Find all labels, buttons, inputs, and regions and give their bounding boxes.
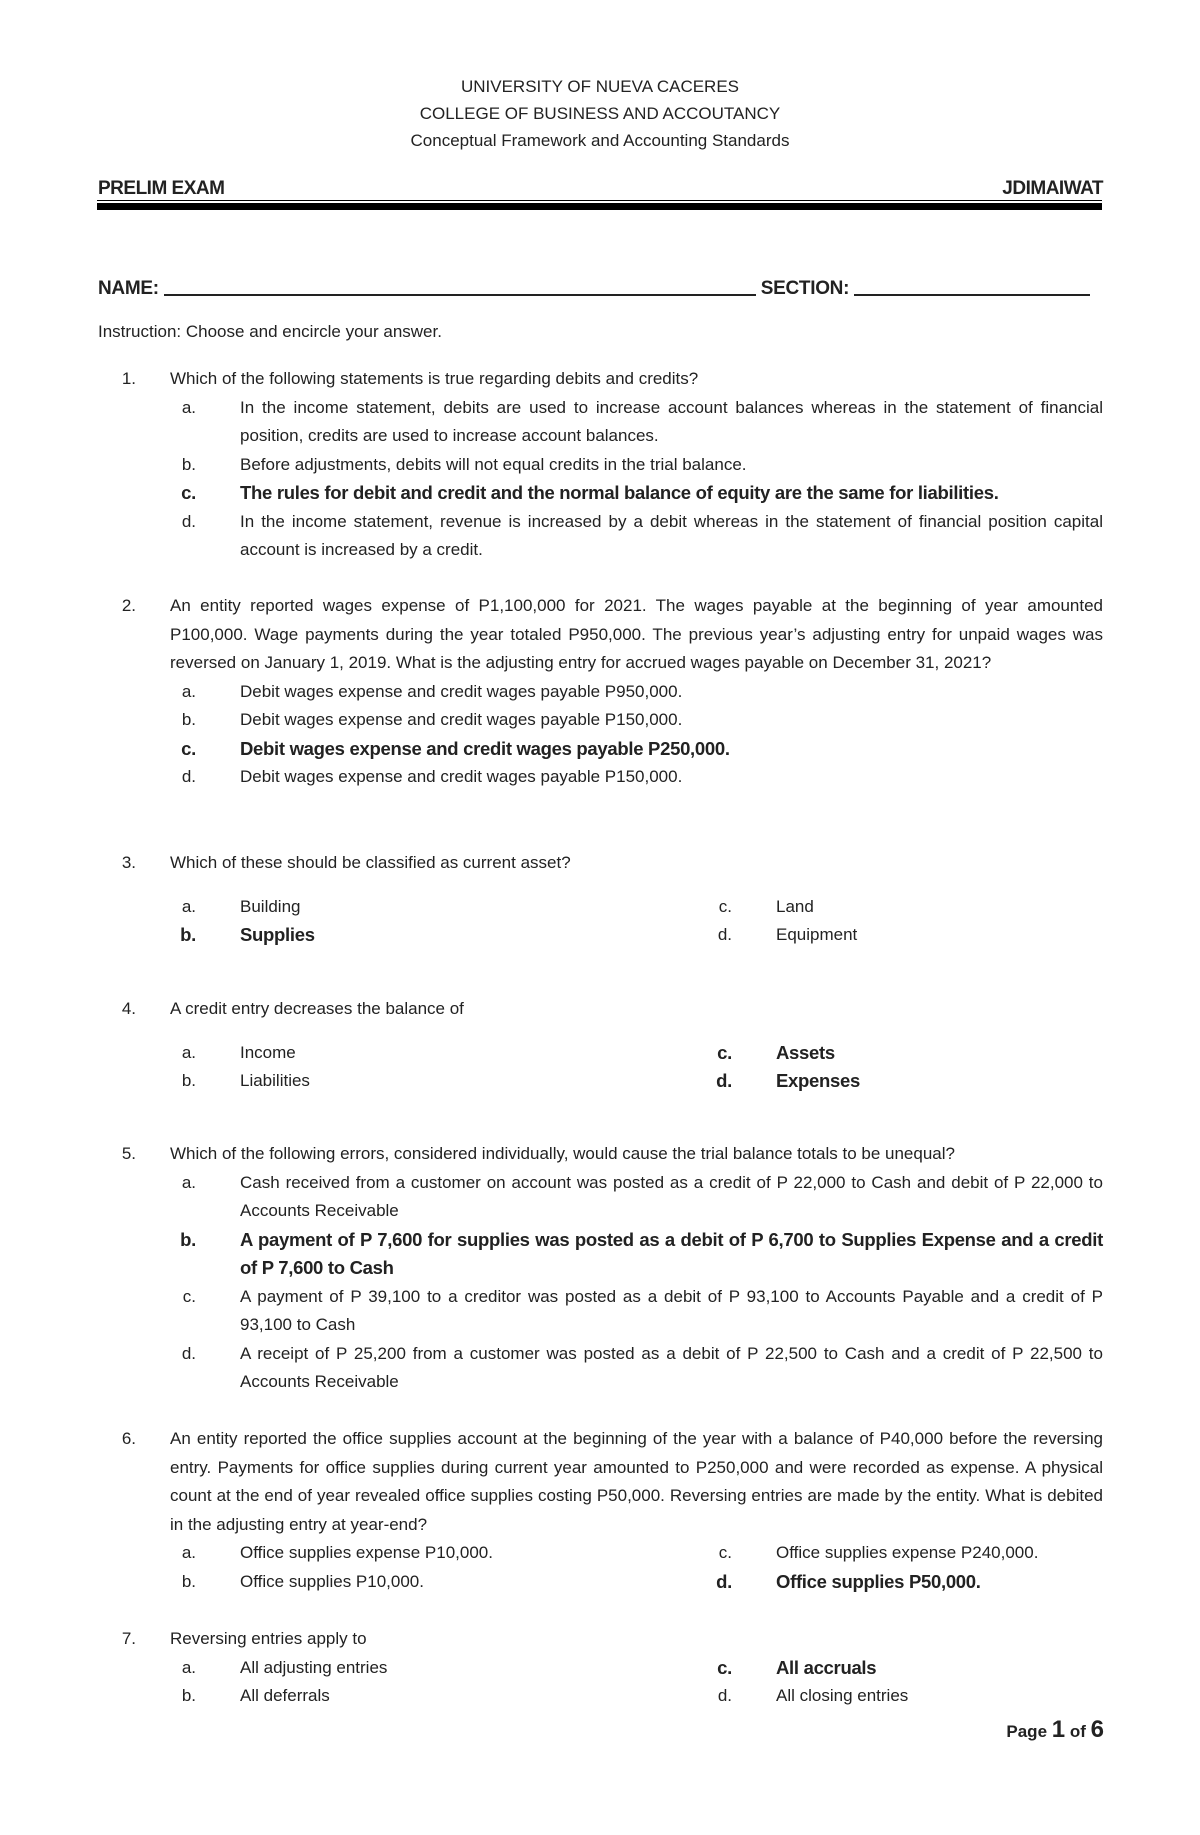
question-number: 2. bbox=[121, 596, 136, 615]
question-stem: An entity reported wages expense of P1,100,000 for 2021. The wages payable at the beginning of year amounted P100,000. Wage payments during the year totaled P950,000. The previous year’s adjusting entry for unpaid wages was reversed on January 1, 2019. What is the adjusting entry for accrued wages payable on December 31, 2021? bbox=[170, 596, 1103, 672]
section-blank[interactable] bbox=[854, 276, 1090, 296]
option-b[interactable]: b. Liabilities bbox=[181, 1071, 310, 1090]
college-name: COLLEGE OF BUSINESS AND ACCOUTANCY bbox=[419, 104, 781, 123]
question-4 bbox=[98, 995, 1103, 1096]
page-number: 1 bbox=[1051, 1716, 1066, 1743]
name-section-line bbox=[98, 276, 1090, 300]
option-a[interactable]: a. Building bbox=[181, 896, 301, 916]
question-6 bbox=[98, 1425, 1103, 1596]
page-footer bbox=[1006, 1716, 1104, 1744]
option-b[interactable]: b. Before adjustments, debits will not equal credits in the trial balance. bbox=[181, 454, 747, 474]
question-number: 3. bbox=[121, 853, 136, 872]
option-a[interactable]: a. Cash received from a customer on account was posted as a credit of P 22,000 to Cash and debit of P 22,000 to Accounts Receivable bbox=[181, 1172, 1103, 1220]
option-b[interactable]: b. Debit wages expense and credit wages payable P150,000. bbox=[181, 710, 683, 729]
question-stem: A credit entry decreases the balance of bbox=[170, 999, 464, 1018]
name-blank[interactable] bbox=[164, 276, 756, 296]
course-title: Conceptual Framework and Accounting Standards bbox=[410, 131, 790, 150]
option-c[interactable]: c. Land bbox=[718, 896, 814, 916]
option-a[interactable]: a. All adjusting entries bbox=[181, 1657, 388, 1677]
exam-title: PRELIM EXAM bbox=[98, 178, 225, 199]
option-c[interactable]: c. Office supplies expense P240,000. bbox=[718, 1543, 1039, 1562]
option-c-answer[interactable]: c. The rules for debit and credit and the normal balance of equity are the same for liabilities. bbox=[181, 482, 999, 503]
option-d[interactable]: d. Debit wages expense and credit wages payable P150,000. bbox=[181, 767, 683, 786]
question-7 bbox=[98, 1625, 1103, 1711]
option-a[interactable]: a. In the income statement, debits are used to increase account balances whereas in the statement of financial position, credits are used to increase account balances. bbox=[181, 397, 1103, 445]
option-d[interactable]: d. All closing entries bbox=[717, 1686, 909, 1705]
name-label: NAME: bbox=[98, 278, 159, 299]
university-name: UNIVERSITY OF NUEVA CACERES bbox=[460, 77, 740, 96]
option-b-answer[interactable]: b. A payment of P 7,600 for supplies was posted as a debit of P 6,700 to Supplies Expense and a credit of P 7,600 to Cash bbox=[180, 1228, 1103, 1278]
option-c-answer[interactable]: c. Debit wages expense and credit wages payable P250,000. bbox=[181, 737, 730, 759]
option-b-answer[interactable]: b. Supplies bbox=[180, 924, 315, 945]
page-total: 6 bbox=[1090, 1716, 1104, 1743]
option-b[interactable]: b. Office supplies P10,000. bbox=[181, 1571, 424, 1591]
question-number: 4. bbox=[121, 999, 136, 1018]
question-stem: An entity reported the office supplies account at the beginning of the year with a balance of P40,000 before the reversing entry. Payments for office supplies during current year amounted to P250,000 and were recorded as expense. A physical count at the end of year revealed office supplies costing P50,000. Reversing entries are made by the entity. What is debited in the adjusting entry at year-end? bbox=[170, 1429, 1103, 1534]
option-c-answer[interactable]: c. Assets bbox=[717, 1041, 835, 1063]
header-divider bbox=[97, 203, 1102, 210]
section-label: SECTION: bbox=[760, 278, 850, 299]
question-number: 7. bbox=[121, 1629, 136, 1648]
option-d-answer[interactable]: d. Expenses bbox=[716, 1070, 860, 1091]
option-b[interactable]: b. All deferrals bbox=[181, 1686, 330, 1705]
question-1 bbox=[98, 365, 1103, 565]
question-number: 6. bbox=[121, 1429, 136, 1448]
option-a[interactable]: a. Income bbox=[181, 1042, 296, 1062]
question-3 bbox=[98, 849, 1103, 950]
option-d[interactable]: d. Equipment bbox=[717, 925, 858, 944]
question-5 bbox=[98, 1140, 1103, 1397]
question-stem: Which of these should be classified as current asset? bbox=[170, 853, 571, 872]
instruction: Instruction: Choose and encircle your answer. bbox=[98, 322, 442, 341]
option-d[interactable]: d. A receipt of P 25,200 from a customer was posted as a debit of P 22,500 to Cash and a credit of P 22,500 to Accounts Receivable bbox=[181, 1343, 1103, 1391]
option-c[interactable]: c. A payment of P 39,100 to a creditor was posted as a debit of P 93,100 to Accounts Payable and a credit of P 93,100 to Cash bbox=[182, 1286, 1103, 1334]
question-2 bbox=[98, 592, 1103, 792]
question-stem: Reversing entries apply to bbox=[170, 1629, 367, 1648]
option-d[interactable]: d. In the income statement, revenue is increased by a debit whereas in the statement of financial position capital account is increased by a credit. bbox=[181, 511, 1103, 559]
question-stem: Which of the following statements is true regarding debits and credits? bbox=[170, 369, 699, 388]
exam-author: JDIMAIWAT bbox=[1002, 178, 1103, 199]
of-label: of bbox=[1069, 1722, 1086, 1741]
option-d-answer[interactable]: d. Office supplies P50,000. bbox=[716, 1570, 981, 1592]
header-divider-thin bbox=[97, 200, 1102, 201]
option-c-answer[interactable]: c. All accruals bbox=[717, 1656, 877, 1678]
option-a[interactable]: a. Office supplies expense P10,000. bbox=[181, 1543, 493, 1562]
question-stem: Which of the following errors, considered individually, would cause the trial balance totals to be unequal? bbox=[170, 1144, 955, 1163]
question-number: 5. bbox=[121, 1144, 136, 1163]
option-a[interactable]: a. Debit wages expense and credit wages payable P950,000. bbox=[181, 681, 683, 701]
question-number: 1. bbox=[121, 369, 136, 388]
page-label: Page bbox=[1006, 1722, 1048, 1741]
